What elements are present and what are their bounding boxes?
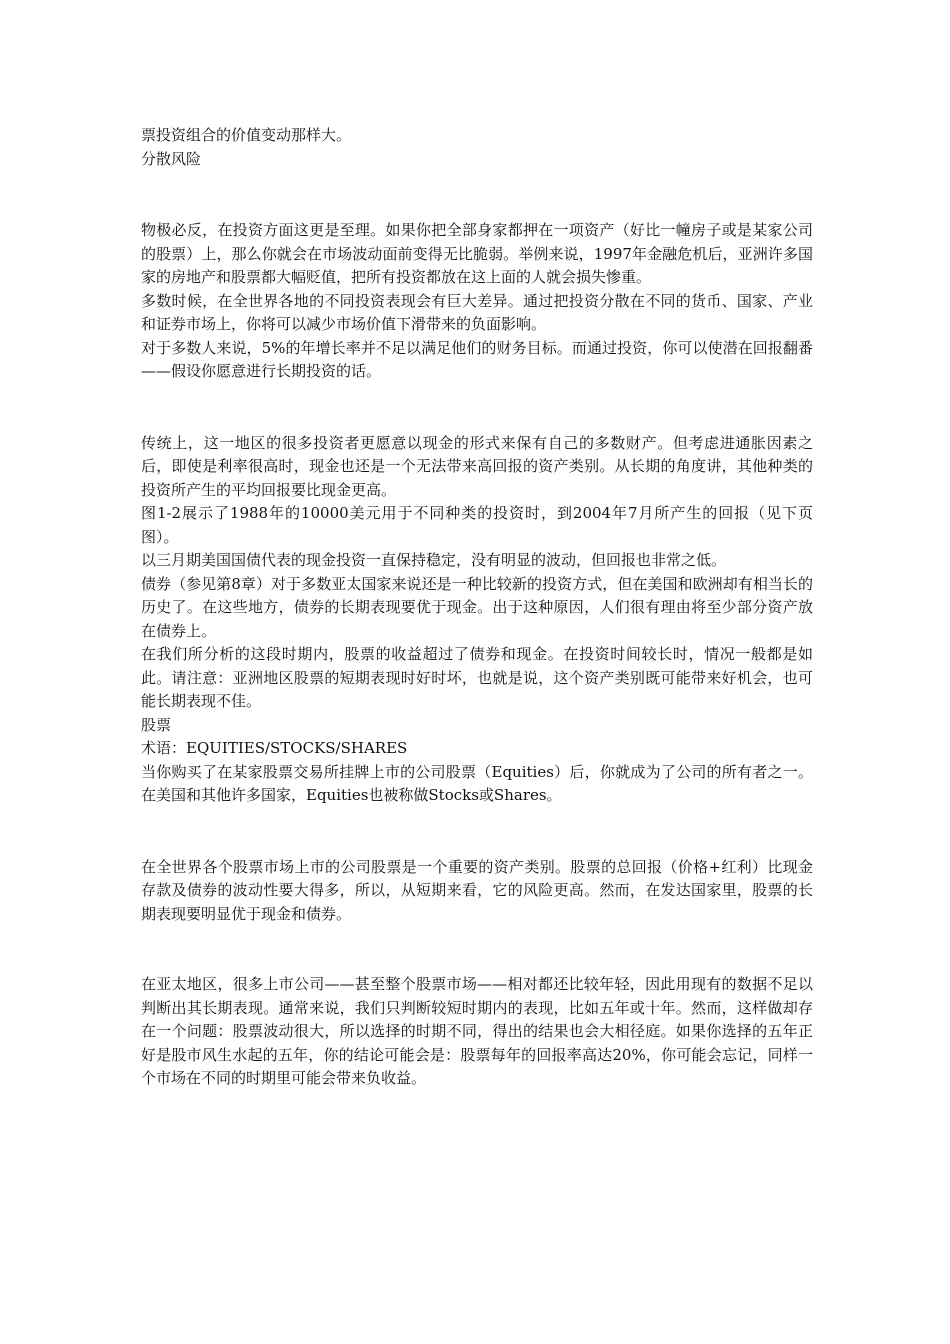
paragraph: 当你购买了在某家股票交易所挂牌上市的公司股票（Equities）后，你就成为了公司的所有者之一。在美国和其他许多国家，Equities也被称做Stocks或Shares。 [141,762,813,804]
term-line: 术语：EQUITIES/STOCKS/SHARES [141,739,408,757]
section-heading-stocks: 股票 [141,715,172,734]
paragraph-gap [141,926,813,973]
paragraph: 对于多数人来说，5%的年增长率并不足以满足他们的财务目标。而通过投资，你可以使潜在回报翻番——假设你愿意进行长期投资的话。 [141,338,813,380]
paragraph: 物极必反，在投资方面这更是至理。如果你把全部身家都押在一项资产（好比一幢房子或是某家公司的股票）上，那么你就会在市场波动面前变得无比脆弱。举例来说，1997年金融危机后，亚洲许多国家的房地产和股票都大幅贬值，把所有投资都放在这上面的人就会损失惨重。 [141,221,813,286]
paragraph: 图1-2展示了1988年的10000美元用于不同种类的投资时，到2004年7月所产生的回报（见下页图）。 [141,504,813,546]
paragraph: 在全世界各个股票市场上市的公司股票是一个重要的资产类别。股票的总回报（价格+红利）比现金存款及债券的波动性要大得多，所以，从短期来看，它的风险更高。然而，在发达国家里，股票的长期表现要明显优于现金和债券。 [141,857,813,923]
paragraph-gap [141,808,813,856]
paragraph: 传统上，这一地区的很多投资者更愿意以现金的形式来保有自己的多数财产。但考虑进通胀因素之后，即使是利率很高时，现金也还是一个无法带来高回报的资产类别。从长期的角度讲，其他种类的投资所产生的平均回报要比现金更高。 [141,433,813,499]
paragraph-gap [141,384,813,432]
paragraph: 债券（参见第8章）对于多数亚太国家来说还是一种比较新的投资方式，但在美国和欧洲却有相当长的历史了。在这些地方，债券的长期表现要优于现金。出于这种原因，人们很有理由将至少部分资产放在债券上。 [141,574,813,640]
section-heading-diversify: 分散风险 [141,149,202,168]
paragraph: 多数时候，在全世界各地的不同投资表现会有巨大差异。通过把投资分散在不同的货币、国家、产业和证券市场上，你将可以减少市场价值下滑带来的负面影响。 [141,291,813,333]
document-page [141,124,813,1091]
continued-line: 票投资组合的价值变动那样大。 [141,126,352,144]
paragraph: 以三月期美国国债代表的现金投资一直保持稳定，没有明显的波动，但回报也非常之低。 [141,551,727,569]
paragraph: 在我们所分析的这段时期内，股票的收益超过了债券和现金。在投资时间较长时，情况一般都是如此。请注意：亚洲地区股票的短期表现时好时坏，也就是说，这个资产类别既可能带来好机会，也可能长期表现不佳。 [141,645,813,710]
paragraph-gap [141,171,813,219]
paragraph: 在亚太地区，很多上市公司——甚至整个股票市场——相对都还比较年轻，因此用现有的数据不足以判断出其长期表现。通常来说，我们只判断较短时期内的表现，比如五年或十年。然而，这样做却存在一个问题：股票波动很大，所以选择的时期不同，得出的结果也会大相径庭。如果你选择的五年正好是股市风生水起的五年，你的结论可能会是：股票每年的回报率高达20%，你可能会忘记，同样一个市场在不同的时期里可能会带来负收益。 [141,975,813,1087]
